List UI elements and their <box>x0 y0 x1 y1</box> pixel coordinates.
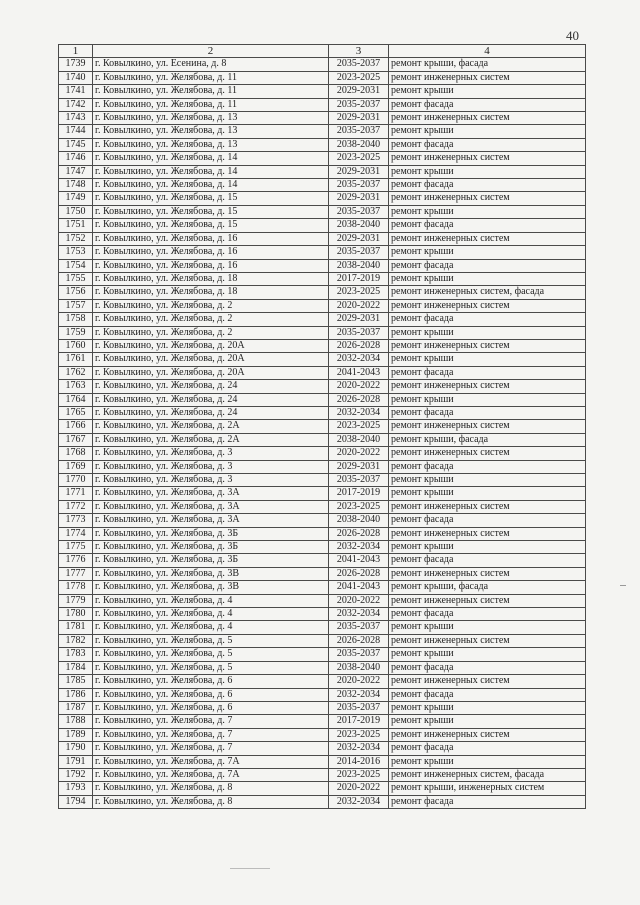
period-cell: 2020-2022 <box>329 447 389 460</box>
work-type-cell: ремонт крыши <box>389 85 586 98</box>
table-row <box>59 541 586 554</box>
table-row <box>59 621 586 634</box>
work-type-cell: ремонт инженерных систем <box>389 447 586 460</box>
work-type-cell: ремонт фасада <box>389 98 586 111</box>
address-cell: г. Ковылкино, ул. Желябова, д. 24 <box>93 380 329 393</box>
period-cell: 2029-2031 <box>329 232 389 245</box>
period-cell: 2038-2040 <box>329 138 389 151</box>
table-row <box>59 567 586 580</box>
period-cell: 2029-2031 <box>329 112 389 125</box>
row-number: 1779 <box>59 594 93 607</box>
row-number: 1765 <box>59 406 93 419</box>
row-number: 1774 <box>59 527 93 540</box>
address-cell: г. Ковылкино, ул. Желябова, д. 24 <box>93 393 329 406</box>
work-type-cell: ремонт инженерных систем <box>389 192 586 205</box>
table-row <box>59 648 586 661</box>
row-number: 1752 <box>59 232 93 245</box>
period-cell: 2035-2037 <box>329 648 389 661</box>
period-cell: 2026-2028 <box>329 527 389 540</box>
row-number: 1764 <box>59 393 93 406</box>
period-cell: 2023-2025 <box>329 420 389 433</box>
table-row <box>59 286 586 299</box>
row-number: 1790 <box>59 742 93 755</box>
address-cell: г. Ковылкино, ул. Желябова, д. 5 <box>93 661 329 674</box>
period-cell: 2023-2025 <box>329 728 389 741</box>
work-type-cell: ремонт крыши <box>389 755 586 768</box>
row-number: 1755 <box>59 272 93 285</box>
period-cell: 2038-2040 <box>329 514 389 527</box>
row-number: 1767 <box>59 433 93 446</box>
table-row <box>59 554 586 567</box>
address-cell: г. Ковылкино, ул. Желябова, д. 7 <box>93 728 329 741</box>
table-row <box>59 701 586 714</box>
work-type-cell: ремонт фасада <box>389 742 586 755</box>
period-cell: 2041-2043 <box>329 366 389 379</box>
work-type-cell: ремонт крыши, инженерных систем <box>389 782 586 795</box>
row-number: 1741 <box>59 85 93 98</box>
table-row <box>59 98 586 111</box>
row-number: 1793 <box>59 782 93 795</box>
period-cell: 2041-2043 <box>329 581 389 594</box>
row-number: 1740 <box>59 71 93 84</box>
work-type-cell: ремонт крыши <box>389 621 586 634</box>
work-type-cell: ремонт инженерных систем <box>389 112 586 125</box>
table-row <box>59 85 586 98</box>
row-number: 1758 <box>59 313 93 326</box>
row-number: 1788 <box>59 715 93 728</box>
row-number: 1792 <box>59 768 93 781</box>
table-row <box>59 420 586 433</box>
table-row <box>59 179 586 192</box>
address-cell: г. Ковылкино, ул. Желябова, д. 3В <box>93 581 329 594</box>
address-cell: г. Ковылкино, ул. Желябова, д. 6 <box>93 701 329 714</box>
period-cell: 2026-2028 <box>329 339 389 352</box>
table-row <box>59 460 586 473</box>
row-number: 1742 <box>59 98 93 111</box>
work-type-cell: ремонт фасада <box>389 259 586 272</box>
address-cell: г. Ковылкино, ул. Желябова, д. 15 <box>93 219 329 232</box>
table-row <box>59 259 586 272</box>
work-type-cell: ремонт фасада <box>389 313 586 326</box>
row-number: 1769 <box>59 460 93 473</box>
period-cell: 2023-2025 <box>329 500 389 513</box>
row-number: 1787 <box>59 701 93 714</box>
address-cell: г. Ковылкино, ул. Желябова, д. 3 <box>93 460 329 473</box>
work-type-cell: ремонт крыши <box>389 393 586 406</box>
table-row <box>59 474 586 487</box>
period-cell: 2038-2040 <box>329 219 389 232</box>
table-row <box>59 138 586 151</box>
address-cell: г. Ковылкино, ул. Желябова, д. 14 <box>93 152 329 165</box>
header-col-3: 3 <box>329 45 389 58</box>
address-cell: г. Ковылкино, ул. Желябова, д. 3 <box>93 447 329 460</box>
address-cell: г. Ковылкино, ул. Желябова, д. 18 <box>93 286 329 299</box>
address-cell: г. Ковылкино, ул. Желябова, д. 6 <box>93 688 329 701</box>
address-cell: г. Ковылкино, ул. Желябова, д. 5 <box>93 634 329 647</box>
period-cell: 2038-2040 <box>329 259 389 272</box>
work-type-cell: ремонт фасада <box>389 138 586 151</box>
header-col-1: 1 <box>59 45 93 58</box>
row-number: 1781 <box>59 621 93 634</box>
period-cell: 2035-2037 <box>329 701 389 714</box>
work-type-cell: ремонт инженерных систем <box>389 232 586 245</box>
table-row <box>59 272 586 285</box>
row-number: 1782 <box>59 634 93 647</box>
row-number: 1775 <box>59 541 93 554</box>
header-col-2: 2 <box>93 45 329 58</box>
address-cell: г. Ковылкино, ул. Желябова, д. 15 <box>93 192 329 205</box>
address-cell: г. Ковылкино, ул. Желябова, д. 2А <box>93 420 329 433</box>
table-row <box>59 594 586 607</box>
work-type-cell: ремонт инженерных систем <box>389 567 586 580</box>
register-table <box>58 44 586 809</box>
period-cell: 2023-2025 <box>329 71 389 84</box>
table-row <box>59 393 586 406</box>
table-row <box>59 782 586 795</box>
row-number: 1761 <box>59 353 93 366</box>
table-row <box>59 192 586 205</box>
work-type-cell: ремонт крыши <box>389 125 586 138</box>
period-cell: 2035-2037 <box>329 179 389 192</box>
period-cell: 2020-2022 <box>329 299 389 312</box>
row-number: 1776 <box>59 554 93 567</box>
period-cell: 2017-2019 <box>329 487 389 500</box>
address-cell: г. Ковылкино, ул. Желябова, д. 4 <box>93 594 329 607</box>
period-cell: 2014-2016 <box>329 755 389 768</box>
work-type-cell: ремонт инженерных систем <box>389 500 586 513</box>
table-row <box>59 219 586 232</box>
address-cell: г. Ковылкино, ул. Желябова, д. 11 <box>93 98 329 111</box>
work-type-cell: ремонт инженерных систем <box>389 380 586 393</box>
address-cell: г. Ковылкино, ул. Желябова, д. 8 <box>93 795 329 808</box>
period-cell: 2026-2028 <box>329 393 389 406</box>
address-cell: г. Ковылкино, ул. Желябова, д. 6 <box>93 675 329 688</box>
table-body <box>59 58 586 809</box>
work-type-cell: ремонт крыши <box>389 474 586 487</box>
work-type-cell: ремонт инженерных систем <box>389 594 586 607</box>
row-number: 1747 <box>59 165 93 178</box>
period-cell: 2020-2022 <box>329 380 389 393</box>
table-row <box>59 487 586 500</box>
table-row <box>59 406 586 419</box>
period-cell: 2029-2031 <box>329 192 389 205</box>
table-row <box>59 728 586 741</box>
row-number: 1772 <box>59 500 93 513</box>
work-type-cell: ремонт крыши, фасада <box>389 433 586 446</box>
address-cell: г. Ковылкино, ул. Желябова, д. 3А <box>93 487 329 500</box>
work-type-cell: ремонт крыши <box>389 205 586 218</box>
period-cell: 2029-2031 <box>329 460 389 473</box>
work-type-cell: ремонт фасада <box>389 179 586 192</box>
period-cell: 2035-2037 <box>329 125 389 138</box>
address-cell: г. Ковылкино, ул. Желябова, д. 15 <box>93 205 329 218</box>
row-number: 1786 <box>59 688 93 701</box>
work-type-cell: ремонт крыши <box>389 165 586 178</box>
period-cell: 2041-2043 <box>329 554 389 567</box>
period-cell: 2020-2022 <box>329 594 389 607</box>
address-cell: г. Ковылкино, ул. Желябова, д. 3А <box>93 500 329 513</box>
row-number: 1754 <box>59 259 93 272</box>
row-number: 1773 <box>59 514 93 527</box>
period-cell: 2038-2040 <box>329 661 389 674</box>
address-cell: г. Ковылкино, ул. Желябова, д. 7 <box>93 742 329 755</box>
address-cell: г. Ковылкино, ул. Желябова, д. 11 <box>93 71 329 84</box>
table-row <box>59 675 586 688</box>
period-cell: 2032-2034 <box>329 688 389 701</box>
table-row <box>59 755 586 768</box>
period-cell: 2029-2031 <box>329 85 389 98</box>
row-number: 1780 <box>59 608 93 621</box>
work-type-cell: ремонт крыши, фасада <box>389 58 586 71</box>
row-number: 1771 <box>59 487 93 500</box>
work-type-cell: ремонт инженерных систем <box>389 420 586 433</box>
row-number: 1760 <box>59 339 93 352</box>
row-number: 1750 <box>59 205 93 218</box>
period-cell: 2035-2037 <box>329 621 389 634</box>
row-number: 1749 <box>59 192 93 205</box>
row-number: 1777 <box>59 567 93 580</box>
table-row <box>59 768 586 781</box>
work-type-cell: ремонт инженерных систем <box>389 527 586 540</box>
page-number: 40 <box>566 28 579 43</box>
work-type-cell: ремонт инженерных систем <box>389 634 586 647</box>
address-cell: г. Ковылкино, ул. Желябова, д. 20А <box>93 339 329 352</box>
period-cell: 2035-2037 <box>329 58 389 71</box>
work-type-cell: ремонт инженерных систем <box>389 339 586 352</box>
table-row <box>59 581 586 594</box>
scan-mark <box>230 868 270 869</box>
row-number: 1744 <box>59 125 93 138</box>
address-cell: г. Ковылкино, ул. Желябова, д. 2 <box>93 313 329 326</box>
table-row <box>59 313 586 326</box>
row-number: 1762 <box>59 366 93 379</box>
address-cell: г. Ковылкино, ул. Желябова, д. 20А <box>93 353 329 366</box>
row-number: 1739 <box>59 58 93 71</box>
period-cell: 2020-2022 <box>329 675 389 688</box>
table-row <box>59 634 586 647</box>
work-type-cell: ремонт инженерных систем <box>389 299 586 312</box>
work-type-cell: ремонт фасада <box>389 554 586 567</box>
address-cell: г. Ковылкино, ул. Желябова, д. 11 <box>93 85 329 98</box>
period-cell: 2029-2031 <box>329 313 389 326</box>
table-row <box>59 71 586 84</box>
row-number: 1784 <box>59 661 93 674</box>
table-row <box>59 795 586 808</box>
row-number: 1768 <box>59 447 93 460</box>
period-cell: 2032-2034 <box>329 541 389 554</box>
period-cell: 2023-2025 <box>329 286 389 299</box>
row-number: 1794 <box>59 795 93 808</box>
address-cell: г. Ковылкино, ул. Желябова, д. 14 <box>93 179 329 192</box>
period-cell: 2032-2034 <box>329 406 389 419</box>
address-cell: г. Ковылкино, ул. Желябова, д. 4 <box>93 608 329 621</box>
work-type-cell: ремонт фасада <box>389 406 586 419</box>
work-type-cell: ремонт крыши <box>389 246 586 259</box>
work-type-cell: ремонт крыши <box>389 648 586 661</box>
address-cell: г. Ковылкино, ул. Желябова, д. 4 <box>93 621 329 634</box>
table-row <box>59 205 586 218</box>
address-cell: г. Ковылкино, ул. Желябова, д. 18 <box>93 272 329 285</box>
work-type-cell: ремонт крыши <box>389 487 586 500</box>
scan-mark <box>620 585 626 586</box>
row-number: 1770 <box>59 474 93 487</box>
work-type-cell: ремонт крыши, фасада <box>389 581 586 594</box>
row-number: 1785 <box>59 675 93 688</box>
table-row <box>59 447 586 460</box>
address-cell: г. Ковылкино, ул. Желябова, д. 7А <box>93 755 329 768</box>
table-row <box>59 500 586 513</box>
table-row <box>59 742 586 755</box>
table-row <box>59 299 586 312</box>
table-row <box>59 152 586 165</box>
work-type-cell: ремонт фасада <box>389 460 586 473</box>
table-row <box>59 380 586 393</box>
address-cell: г. Ковылкино, ул. Желябова, д. 3Б <box>93 541 329 554</box>
work-type-cell: ремонт фасада <box>389 608 586 621</box>
period-cell: 2035-2037 <box>329 474 389 487</box>
period-cell: 2017-2019 <box>329 272 389 285</box>
work-type-cell: ремонт крыши <box>389 541 586 554</box>
address-cell: г. Ковылкино, ул. Желябова, д. 13 <box>93 112 329 125</box>
row-number: 1778 <box>59 581 93 594</box>
row-number: 1753 <box>59 246 93 259</box>
address-cell: г. Ковылкино, ул. Желябова, д. 16 <box>93 232 329 245</box>
work-type-cell: ремонт инженерных систем <box>389 675 586 688</box>
table-row <box>59 326 586 339</box>
period-cell: 2035-2037 <box>329 326 389 339</box>
row-number: 1783 <box>59 648 93 661</box>
row-number: 1757 <box>59 299 93 312</box>
period-cell: 2023-2025 <box>329 152 389 165</box>
address-cell: г. Ковылкино, ул. Желябова, д. 24 <box>93 406 329 419</box>
work-type-cell: ремонт инженерных систем, фасада <box>389 768 586 781</box>
address-cell: г. Ковылкино, ул. Желябова, д. 3Б <box>93 554 329 567</box>
table-row <box>59 58 586 71</box>
table-row <box>59 527 586 540</box>
work-type-cell: ремонт инженерных систем <box>389 71 586 84</box>
address-cell: г. Ковылкино, ул. Желябова, д. 14 <box>93 165 329 178</box>
row-number: 1789 <box>59 728 93 741</box>
header-row <box>59 45 586 58</box>
row-number: 1746 <box>59 152 93 165</box>
table-row <box>59 433 586 446</box>
row-number: 1743 <box>59 112 93 125</box>
row-number: 1745 <box>59 138 93 151</box>
work-type-cell: ремонт инженерных систем <box>389 728 586 741</box>
work-type-cell: ремонт крыши <box>389 272 586 285</box>
table-row <box>59 112 586 125</box>
work-type-cell: ремонт инженерных систем, фасада <box>389 286 586 299</box>
work-type-cell: ремонт фасада <box>389 688 586 701</box>
address-cell: г. Ковылкино, ул. Есенина, д. 8 <box>93 58 329 71</box>
table-row <box>59 125 586 138</box>
row-number: 1748 <box>59 179 93 192</box>
address-cell: г. Ковылкино, ул. Желябова, д. 16 <box>93 246 329 259</box>
address-cell: г. Ковылкино, ул. Желябова, д. 2 <box>93 326 329 339</box>
row-number: 1766 <box>59 420 93 433</box>
work-type-cell: ремонт инженерных систем <box>389 152 586 165</box>
table-row <box>59 661 586 674</box>
period-cell: 2032-2034 <box>329 742 389 755</box>
row-number: 1763 <box>59 380 93 393</box>
period-cell: 2023-2025 <box>329 768 389 781</box>
table-row <box>59 232 586 245</box>
table-row <box>59 608 586 621</box>
work-type-cell: ремонт фасада <box>389 795 586 808</box>
address-cell: г. Ковылкино, ул. Желябова, д. 20А <box>93 366 329 379</box>
table-row <box>59 246 586 259</box>
work-type-cell: ремонт фасада <box>389 661 586 674</box>
row-number: 1756 <box>59 286 93 299</box>
period-cell: 2020-2022 <box>329 782 389 795</box>
address-cell: г. Ковылкино, ул. Желябова, д. 2 <box>93 299 329 312</box>
work-type-cell: ремонт фасада <box>389 366 586 379</box>
table-row <box>59 715 586 728</box>
address-cell: г. Ковылкино, ул. Желябова, д. 13 <box>93 138 329 151</box>
address-cell: г. Ковылкино, ул. Желябова, д. 3В <box>93 567 329 580</box>
work-type-cell: ремонт фасада <box>389 219 586 232</box>
period-cell: 2032-2034 <box>329 608 389 621</box>
period-cell: 2035-2037 <box>329 98 389 111</box>
work-type-cell: ремонт крыши <box>389 701 586 714</box>
period-cell: 2035-2037 <box>329 246 389 259</box>
period-cell: 2032-2034 <box>329 795 389 808</box>
table-row <box>59 366 586 379</box>
table-row <box>59 165 586 178</box>
table-row <box>59 514 586 527</box>
period-cell: 2035-2037 <box>329 205 389 218</box>
period-cell: 2032-2034 <box>329 353 389 366</box>
work-type-cell: ремонт крыши <box>389 353 586 366</box>
address-cell: г. Ковылкино, ул. Желябова, д. 2А <box>93 433 329 446</box>
row-number: 1751 <box>59 219 93 232</box>
row-number: 1791 <box>59 755 93 768</box>
address-cell: г. Ковылкино, ул. Желябова, д. 16 <box>93 259 329 272</box>
address-cell: г. Ковылкино, ул. Желябова, д. 3 <box>93 474 329 487</box>
address-cell: г. Ковылкино, ул. Желябова, д. 3Б <box>93 527 329 540</box>
table-row <box>59 688 586 701</box>
period-cell: 2017-2019 <box>329 715 389 728</box>
period-cell: 2026-2028 <box>329 634 389 647</box>
work-type-cell: ремонт крыши <box>389 715 586 728</box>
work-type-cell: ремонт фасада <box>389 514 586 527</box>
period-cell: 2026-2028 <box>329 567 389 580</box>
table-row <box>59 353 586 366</box>
address-cell: г. Ковылкино, ул. Желябова, д. 7 <box>93 715 329 728</box>
row-number: 1759 <box>59 326 93 339</box>
address-cell: г. Ковылкино, ул. Желябова, д. 8 <box>93 782 329 795</box>
address-cell: г. Ковылкино, ул. Желябова, д. 13 <box>93 125 329 138</box>
work-type-cell: ремонт крыши <box>389 326 586 339</box>
period-cell: 2029-2031 <box>329 165 389 178</box>
period-cell: 2038-2040 <box>329 433 389 446</box>
table-row <box>59 339 586 352</box>
address-cell: г. Ковылкино, ул. Желябова, д. 5 <box>93 648 329 661</box>
address-cell: г. Ковылкино, ул. Желябова, д. 7А <box>93 768 329 781</box>
address-cell: г. Ковылкино, ул. Желябова, д. 3А <box>93 514 329 527</box>
header-col-4: 4 <box>389 45 586 58</box>
